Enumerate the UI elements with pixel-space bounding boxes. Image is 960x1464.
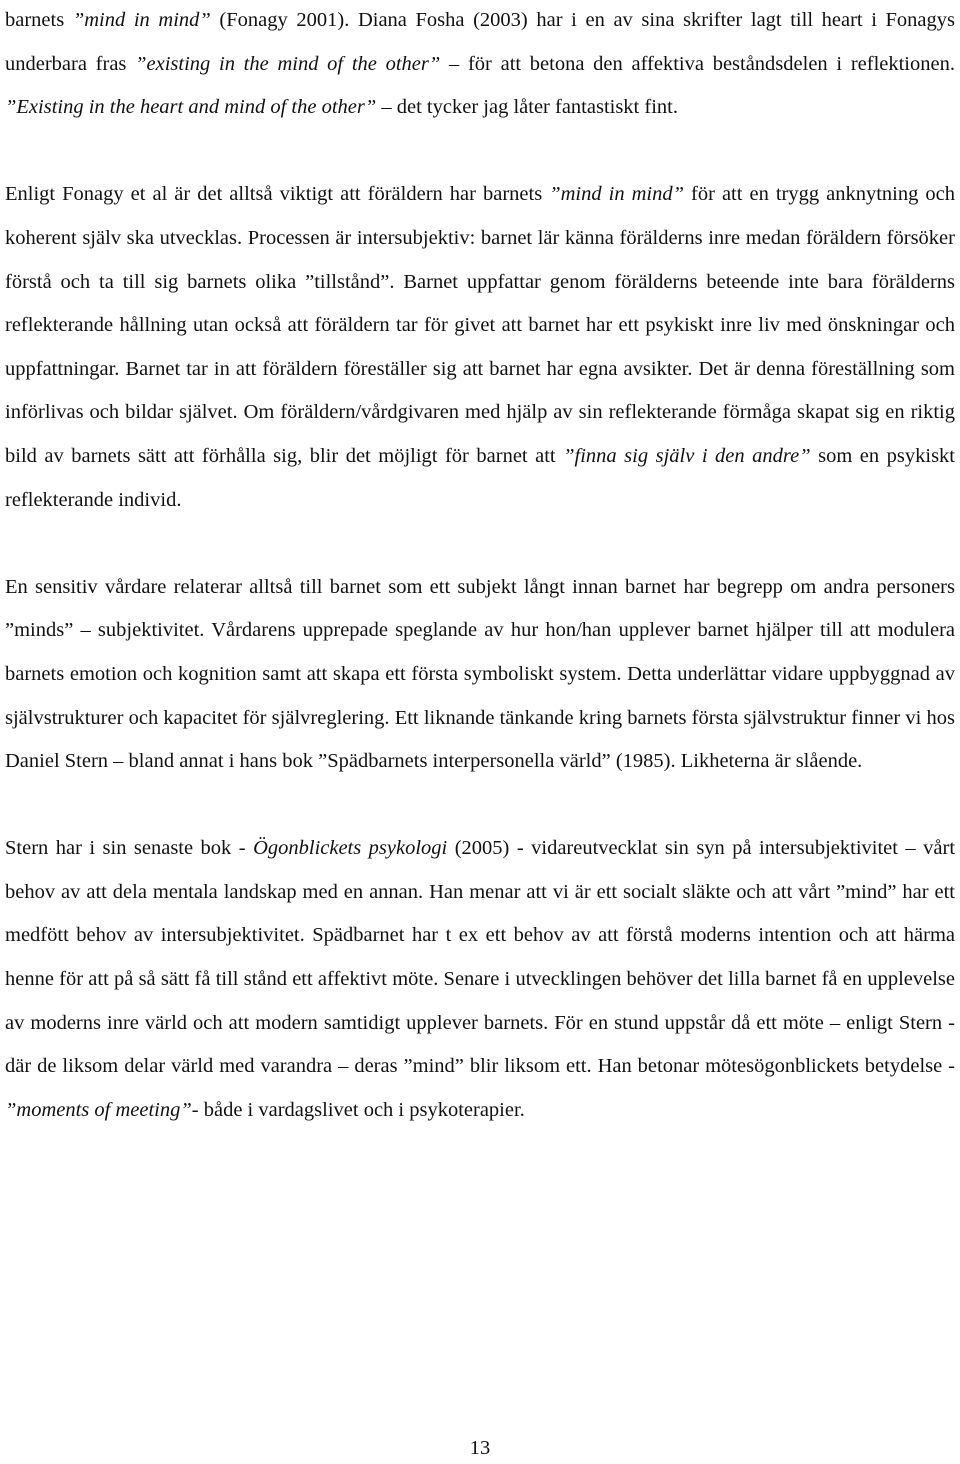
paragraph-3 [5, 566, 955, 784]
text-run: Stern har i sin senaste bok - [5, 837, 254, 860]
italic-text: ”Existing in the heart and mind of the other” [5, 96, 377, 119]
paragraph-gap [5, 784, 955, 828]
text-run: (2005) - vidareutvecklat sin syn på intersubjektivitet – vårt behov av att dela mentala landskap med en annan. Han menar att vi är ett socialt släkte och att vårt ”mind” har ett medfött behov av intersubjektivitet. Spädbarnet har t ex ett behov av att förstå moderns intention och att härma henne för att på så sätt få till stånd ett affektivt möte. Senare i utvecklingen behöver det lilla barnet få en upplevelse av moderns inre värld och att modern samtidigt upplever barnets. För en stund uppstår då ett möte – enligt Stern - där de liksom delar värld med varandra – deras ”mind” blir liksom ett. Han betonar mötesögonblickets betydelse - [5, 837, 956, 1078]
text-run: för att en trygg anknytning och koherent själv ska utvecklas. Processen är intersubjektiv: barnet lär känna förälderns inre medan föräldern försöker förstå och ta till sig barnets olika ”tillstånd”. Barnet uppfattar genom förälderns beteende inte bara förälderns reflekterande hållning utan också att föräldern tar för givet att barnet har ett psykiskt inre liv med önskningar och uppfattningar. Barnet tar in att föräldern föreställer sig att barnet har egna avsikter. Det är denna föreställning som införlivas och bildar självet. Om föräldern/vårdgivaren med hjälp av sin reflekterande förmåga skapat sig en riktig bild av barnets sätt att förhålla sig, blir det möjligt för barnet att [5, 183, 956, 467]
paragraph-1 [5, 0, 955, 130]
italic-text: ”existing in the mind of the other” [135, 52, 441, 75]
italic-text: ”moments of meeting” [5, 1098, 192, 1121]
italic-text: ”finna sig själv i den andre” [563, 444, 811, 467]
text-run: En sensitiv vårdare relaterar alltså till barnet som ett subjekt långt innan barnet har begrepp om andra personers ”minds” – subjektivitet. Vårdarens upprepade speglande av hur hon/han upplever barnet hjälper till att modulera barnets emotion och kognition samt att skapa ett första symboliskt system. Detta underlättar vidare uppbyggnad av självstrukturer och kapacitet för självreglering. Ett liknande tänkande kring barnets första självstruktur finner vi hos Daniel Stern – bland annat i hans bok ”Spädbarnets interpersonella värld” (1985). Likheterna är slående. [5, 575, 955, 773]
text-run: som en psykiskt reflekterande individ. [5, 444, 955, 511]
italic-text: ”mind in mind” [549, 183, 685, 206]
paragraph-2 [5, 173, 955, 522]
text-run: barnets [5, 9, 73, 31]
page-number: 13 [469, 1437, 491, 1459]
text-run: – för att betona den affektiva beståndsdelen i reflektionen. [440, 52, 955, 75]
document-body [5, 0, 955, 1132]
paragraph-4 [5, 827, 955, 1132]
text-run: (Fonagy 2001). Diana Fosha (2003) har i en av sina skrifter lagt till heart i Fonagys underbara fras [5, 9, 956, 75]
paragraph-gap [5, 130, 955, 174]
paragraph-gap [5, 522, 955, 566]
italic-text: ”mind in mind” [72, 9, 211, 31]
text-run: – det tycker jag låter fantastiskt fint. [376, 96, 678, 119]
text-run: Enligt Fonagy et al är det alltså viktigt att föräldern har barnets [5, 183, 550, 206]
italic-text: Ögonblickets psykologi [253, 837, 448, 860]
text-run: - både i vardagslivet och i psykoterapier. [191, 1098, 525, 1121]
